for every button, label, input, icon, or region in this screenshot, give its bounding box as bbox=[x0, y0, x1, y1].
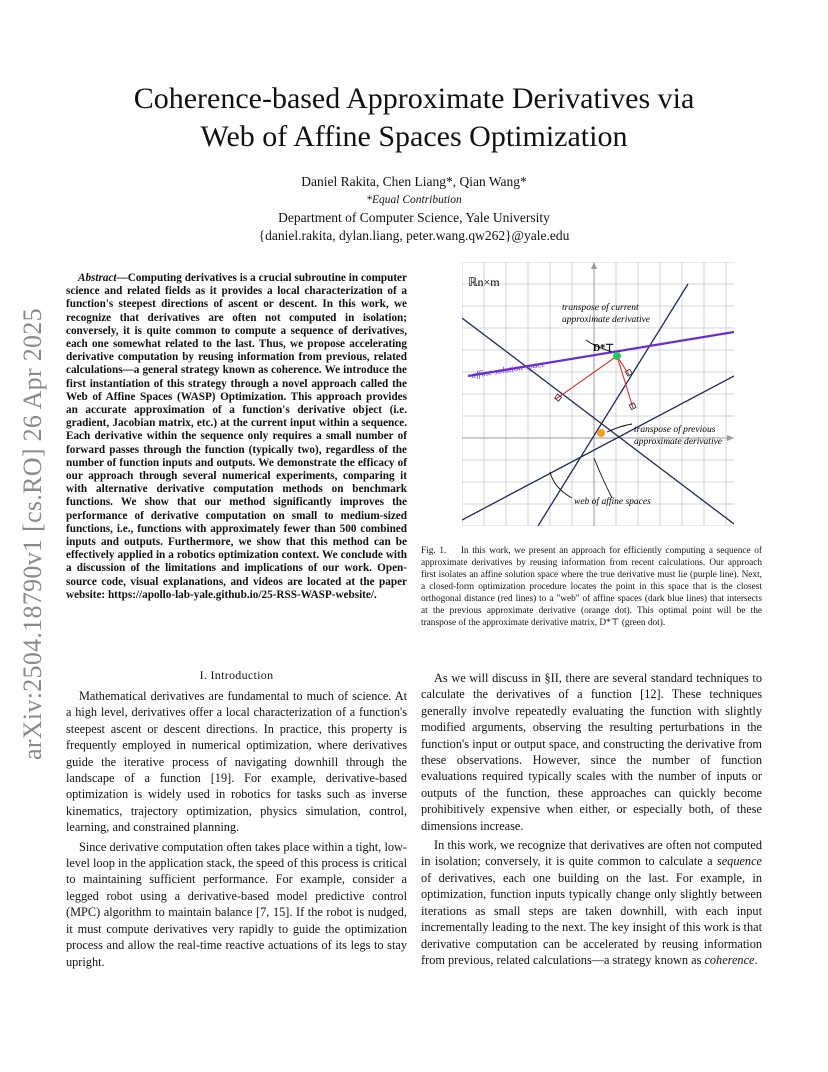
right-paragraph-1: As we will discuss in §II, there are several standard techniques to calculate the derivatives of a function [12]. These techniques generally involve repeatedly evaluating the function with slightly modified arguments, observing the resulting perturbations in the function's input or output space, and constructing the derivative from these observations. However, since the number of function evaluations required typically scales with the number of inputs or outputs of the function, these approaches can quickly become prohibitively expensive when either, or especially both, of these dimensions increase. bbox=[421, 671, 762, 833]
title-line-2: Web of Affine Spaces Optimization bbox=[200, 120, 628, 153]
title-line-1: Coherence-based Approximate Derivatives via bbox=[133, 82, 695, 115]
author-block bbox=[60, 173, 768, 245]
previous-derivative-dot bbox=[597, 429, 605, 437]
distance-line-1 bbox=[556, 356, 617, 399]
caption-label: Fig. 1. bbox=[421, 546, 447, 556]
intro-paragraph-1: Mathematical derivatives are fundamental to much of science. At a high level, derivatives offer a local characterization of a function's steepest ascent or descent directions. In practice, this property is frequently employed in numerical optimization, where derivatives guide the iterative process of navigating downhill through the landscape of a function [19]. For example, derivative-based optimization is widely used in robotics for tasks such as inverse kinematics, trajectory optimization, physics simulation, control, learning, and constrained planning. bbox=[66, 689, 407, 835]
right-paragraph-2 bbox=[421, 837, 762, 968]
dstar-label: D*⊤ bbox=[593, 343, 614, 354]
previous-pointer-arrow bbox=[607, 424, 632, 432]
paper-title bbox=[60, 80, 768, 156]
right-paragraph-2-part-b: of derivatives, each one building on the last. For example, in optimization, function inputs typically change only slightly between iterations as small steps are taken downhill, with each input incrementally leading to the next. The key insight of this work is that derivative computation can be accelerated by reusing information from previous, related calculations—a strategy known as bbox=[421, 870, 762, 967]
introduction-text bbox=[66, 688, 407, 973]
figure-1-caption bbox=[421, 545, 762, 629]
figure-grid bbox=[462, 262, 734, 526]
arxiv-identifier: arXiv:2504.18790v1 [cs.RO] 26 Apr 2025 bbox=[18, 308, 47, 760]
caption-text: In this work, we present an approach for efficiently computing a sequence of approximate derivatives by reusing information from recent calculations. Our approach first isolates an affine solution space where the true derivative must lie (purple line). Next, a closed-form optimization procedure locates the point in this space that is the closest orthogonal distance (red lines) to a "web" of affine spaces (dark blue lines) that intersects at the previous approximate derivative (orange dot). This optimal point will be the transpose of the approximate derivative matrix, D*⊤ (green dot). bbox=[421, 546, 763, 628]
emphasis-sequence: sequence bbox=[716, 854, 762, 869]
emphasis-coherence: coherence bbox=[704, 952, 755, 967]
right-paragraph-2-part-c: . bbox=[754, 952, 758, 967]
previous-derivative-label-1: transpose of previous bbox=[634, 425, 716, 435]
equal-contribution-note: *Equal Contribution bbox=[366, 194, 462, 206]
right-column-text bbox=[421, 670, 762, 971]
author-names: Daniel Rakita, Chen Liang*, Qian Wang* bbox=[301, 174, 527, 189]
web-of-affine-spaces-label: web of affine spaces bbox=[574, 497, 651, 507]
affine-solution-label: affine solution space bbox=[470, 358, 546, 380]
current-derivative-label-1: transpose of current bbox=[562, 303, 639, 313]
abstract-text: —Computing derivatives is a crucial subroutine in computer science and related fields as it provides a local characterization of a function's steepest directions of ascent or descent. In this work, we recognize that derivatives are often not computed in isolation; conversely, it is quite common to compute a sequence of derivatives, each one somewhat related to the last. Thus, we propose accelerating derivative computation by reusing information from previous, related calculations—a general strategy known as coherence. We introduce the first instantiation of this strategy through a novel approach called the Web of Affine Spaces (WASP) Optimization. This approach provides an accurate approximation of a function's derivative object (i.e. gradient, Jacobian matrix, etc.) at the current input within a sequence. Each derivative within the sequence only requires a small number of forward passes through the function (typically two), regardless of the number of function inputs and outputs. We demonstrate the efficacy of our approach through several numerical experiments, comparing it with alternative derivative computation methods on benchmark functions. We show that our method significantly improves the performance of derivative computation on small to medium-sized functions, i.e., functions with approximately fewer than 500 combined inputs and outputs. Furthermore, we show that this method can be effectively applied in a robotics optimization context. We conclude with a discussion of the limitations and implications of our work. Open-source code, visual explanations, and videos are located at the paper website: https://apollo-lab-yale.github.io/25-RSS-WASP-website/. bbox=[66, 272, 407, 601]
optimal-derivative-dot bbox=[613, 352, 621, 360]
affiliation: Department of Computer Science, Yale University bbox=[278, 210, 550, 225]
horizontal-axis-arrow-icon bbox=[727, 435, 734, 441]
web-pointer-arrow-2 bbox=[594, 458, 612, 498]
current-derivative-label-2: approximate derivative bbox=[562, 315, 651, 325]
intro-paragraph-2: Since derivative computation often takes place within a tight, low-level loop in the application stack, the speed of this process is critical to maintaining sufficient performance. For example, consider a legged robot using a derivative-based model predictive control (MPC) algorithm to maintain balance [7, 15]. If the robot is nudged, it must compute derivatives very rapidly to guide the optimization process and allow the real-time reactive actuations of its legs to stay upright. bbox=[66, 839, 407, 969]
abstract-label: Abstract bbox=[78, 272, 117, 284]
space-label: ℝn×m bbox=[468, 275, 500, 289]
figure-1-diagram bbox=[462, 262, 734, 526]
abstract bbox=[66, 272, 407, 602]
section-heading-introduction: I. Introduction bbox=[199, 668, 274, 682]
author-emails: {daniel.rakita, dylan.liang, peter.wang.qw262}@yale.edu bbox=[258, 228, 570, 243]
right-paragraph-2-part-a: In this work, we recognize that derivatives are often not computed in isolation; conversely, it is quite common to calculate a bbox=[421, 838, 762, 869]
distance-line-2 bbox=[617, 356, 633, 408]
previous-derivative-label-2: approximate derivative bbox=[634, 437, 723, 447]
vertical-axis-arrow-icon bbox=[591, 262, 597, 269]
